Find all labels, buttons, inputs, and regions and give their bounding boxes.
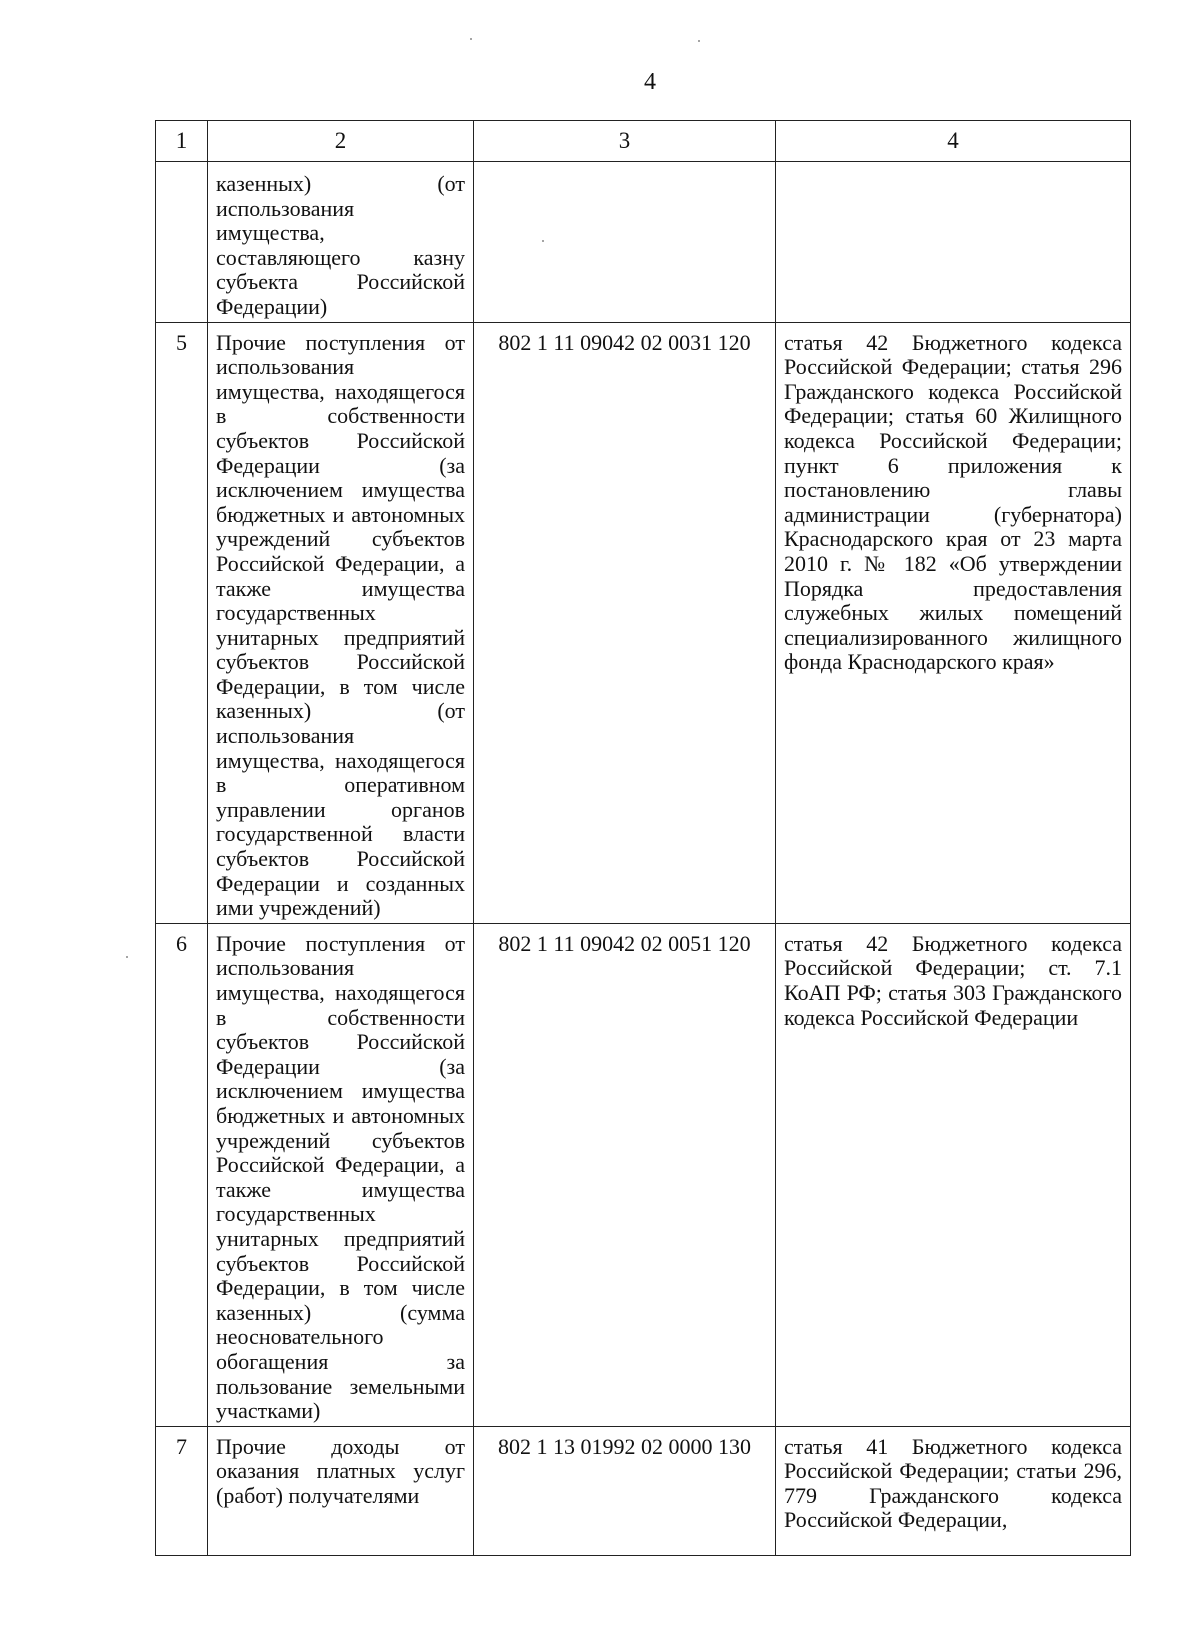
row-number: 6 <box>156 923 208 1426</box>
row-number: 7 <box>156 1426 208 1555</box>
table-row <box>156 1426 1131 1555</box>
row-legal-basis: статья 42 Бюджетного кодекса Российской Федерации; ст. 7.1 КоАП РФ; статья 303 Гражданского кодекса Российской Федерации <box>776 923 1131 1426</box>
row-description: казенных) (от использования имущества, составляющего казну субъекта Российской Федерации) <box>208 162 474 323</box>
column-header-3: 3 <box>474 121 776 162</box>
scan-artifact <box>698 40 700 42</box>
row-number: 5 <box>156 322 208 923</box>
scan-artifact <box>126 956 128 958</box>
row-code <box>474 162 776 323</box>
column-header-4: 4 <box>776 121 1131 162</box>
row-legal-basis <box>776 162 1131 323</box>
row-legal-basis: статья 41 Бюджетного кодекса Российской Федерации; статьи 296, 779 Гражданского кодекса Российской Федерации, <box>776 1426 1131 1555</box>
row-code: 802 1 11 09042 02 0031 120 <box>474 322 776 923</box>
row-number <box>156 162 208 323</box>
row-description: Прочие поступления от использования имущества, находящегося в собственности субъектов Российской Федерации (за исключением имущества бюджетных и автономных учреждений субъектов Российской Федерации, а также имущества государственных унитарных предприятий субъектов Российской Федерации, в том числе казенных) (сумма неосновательного обогащения за пользование земельными участками) <box>208 923 474 1426</box>
table-row <box>156 322 1131 923</box>
column-header-1: 1 <box>156 121 208 162</box>
row-code: 802 1 13 01992 02 0000 130 <box>474 1426 776 1555</box>
column-header-2: 2 <box>208 121 474 162</box>
row-legal-basis: статья 42 Бюджетного кодекса Российской Федерации; статья 296 Гражданского кодекса Российской Федерации; статья 60 Жилищного кодекса Российской Федерации; пункт 6 приложения к постановлению главы администрации (губернатора) Краснодарского края от 23 марта 2010 г. № 182 «Об утверждении Порядка предоставления служебных жилых помещений специализированного жилищного фонда Краснодарского края» <box>776 322 1131 923</box>
scan-artifact <box>470 38 472 40</box>
document-table <box>155 120 1131 1556</box>
row-description: Прочие поступления от использования имущества, находящегося в собственности субъектов Российской Федерации (за исключением имущества бюджетных и автономных учреждений субъектов Российской Федерации, а также имущества государственных унитарных предприятий субъектов Российской Федерации, в том числе казенных) (от использования имущества, находящегося в оперативном управлении органов государственной власти субъектов Российской Федерации и созданных ими учреждений) <box>208 322 474 923</box>
table-header-row <box>156 121 1131 162</box>
row-description: Прочие доходы от оказания платных услуг (работ) получателями <box>208 1426 474 1555</box>
row-code: 802 1 11 09042 02 0051 120 <box>474 923 776 1426</box>
scan-artifact <box>542 240 544 242</box>
table-row <box>156 923 1131 1426</box>
table-row <box>156 162 1131 323</box>
page-number: 4 <box>644 69 656 95</box>
